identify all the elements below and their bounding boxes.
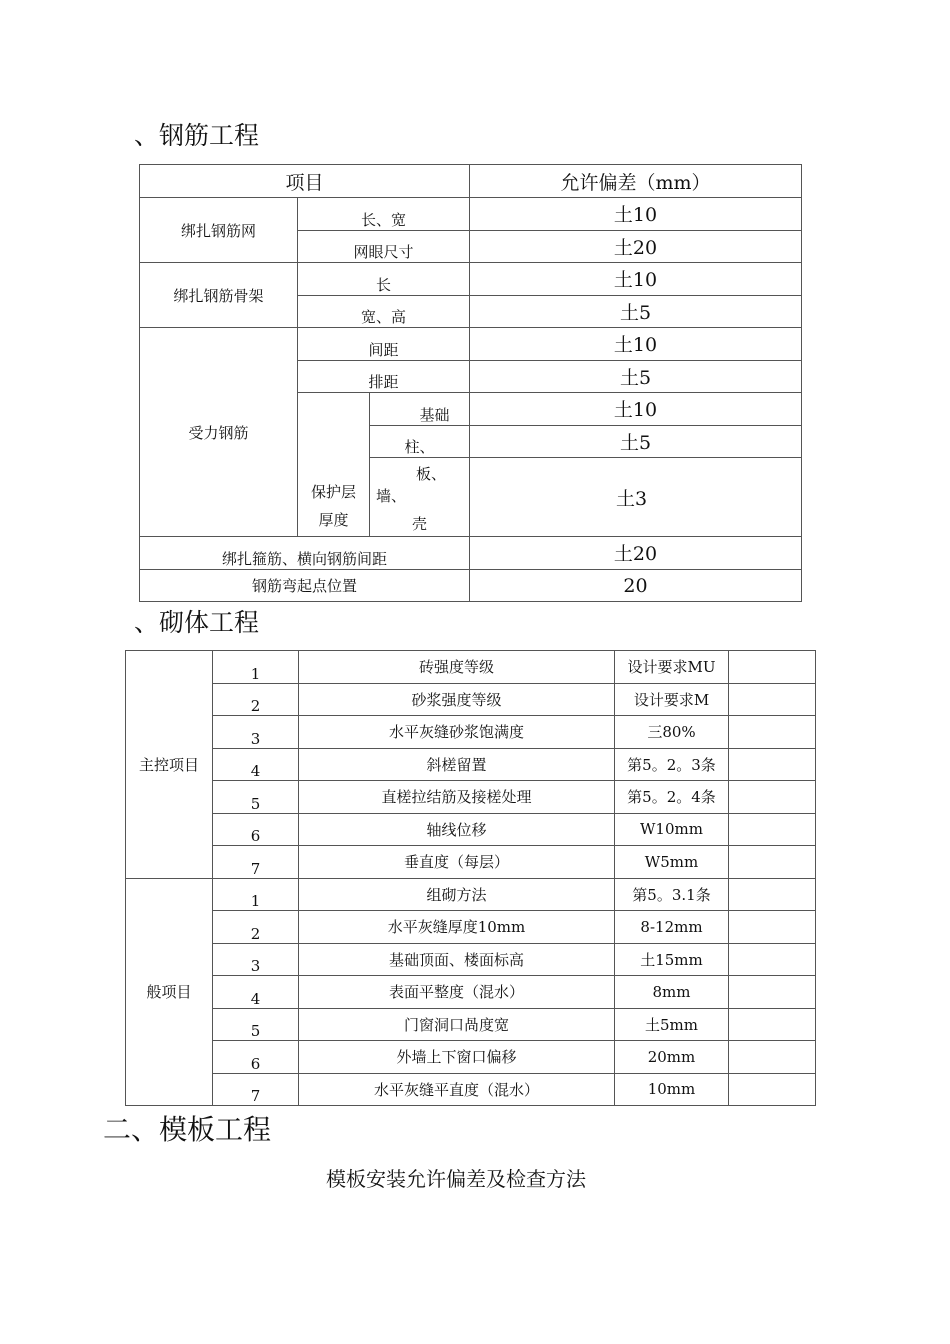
tolerance-cell: 土3: [470, 458, 802, 537]
row-blank: [729, 943, 816, 976]
cover-label-line1: 保护层: [310, 483, 356, 501]
row-item: 水平灰缝平直度（混水）: [299, 1073, 615, 1106]
row-item: 砂浆强度等级: [299, 683, 615, 716]
item-line1: 板、: [416, 465, 447, 483]
row-item: 斜槎留置: [299, 748, 615, 781]
row-blank: [729, 748, 816, 781]
tolerance-cell: 20: [470, 570, 802, 602]
row-number: 6: [213, 1041, 299, 1074]
cover-label-line2: 厚度: [318, 511, 349, 529]
row-value: W5mm: [615, 846, 729, 879]
item-cell: 钢筋弯起点位置: [140, 570, 470, 602]
group-force: 受力钢筋: [140, 328, 298, 537]
row-number: 7: [213, 1073, 299, 1106]
table-row: [126, 846, 816, 879]
item-cell: 网眼尺寸: [298, 231, 470, 263]
masonry-table: [125, 650, 816, 1106]
row-item: 直槎拉结筋及接槎处理: [299, 781, 615, 814]
row-blank: [729, 651, 816, 684]
row-number: 1: [213, 878, 299, 911]
row-value: 10mm: [615, 1073, 729, 1106]
row-value: 第5。2。3条: [615, 748, 729, 781]
table-row: [126, 1008, 816, 1041]
item-cell: 排距: [298, 361, 470, 393]
row-value: W10mm: [615, 813, 729, 846]
rebar-tolerance-table: [139, 164, 802, 602]
header-item: 项目: [140, 165, 470, 198]
table-row: [126, 976, 816, 1009]
tolerance-cell: 土5: [470, 361, 802, 393]
section-heading-masonry: 、砌体工程: [134, 608, 260, 637]
item-cell: 间距: [298, 328, 470, 361]
tolerance-cell: 土10: [470, 198, 802, 231]
tolerance-cell: 土10: [470, 393, 802, 426]
row-item: 组砌方法: [299, 878, 615, 911]
row-value: 设计要求MU: [615, 651, 729, 684]
row-number: 5: [213, 781, 299, 814]
table-row: [126, 943, 816, 976]
table-row: [126, 748, 816, 781]
general-group-label: 般项目: [126, 878, 213, 1106]
section-heading-rebar: 、钢筋工程: [134, 121, 260, 150]
row-blank: [729, 781, 816, 814]
group-mesh: 绑扎钢筋网: [140, 198, 298, 263]
tolerance-cell: 土10: [470, 328, 802, 361]
group-frame: 绑扎钢筋骨架: [140, 263, 298, 328]
row-blank: [729, 1073, 816, 1106]
row-number: 2: [213, 911, 299, 944]
row-number: 2: [213, 683, 299, 716]
row-blank: [729, 911, 816, 944]
section-heading-formwork: 二、模板工程: [103, 1113, 272, 1146]
row-blank: [729, 813, 816, 846]
item-cell: 绑扎箍筋、横向钢筋间距: [140, 537, 470, 570]
item-cell: 基础: [370, 393, 470, 426]
row-value: 设计要求M: [615, 683, 729, 716]
item-cell-multiline: [370, 458, 470, 537]
item-cell: 长、宽: [298, 198, 470, 231]
table-row: [126, 716, 816, 749]
tolerance-cell: 土5: [470, 426, 802, 458]
row-blank: [729, 846, 816, 879]
row-blank: [729, 1008, 816, 1041]
row-number: 3: [213, 716, 299, 749]
row-number: 7: [213, 846, 299, 879]
row-number: 4: [213, 976, 299, 1009]
table-row: [126, 1041, 816, 1074]
row-value: 8-12mm: [615, 911, 729, 944]
table-row: [126, 911, 816, 944]
row-item: 基础顶面、楼面标高: [299, 943, 615, 976]
row-item: 表面平整度（混水）: [299, 976, 615, 1009]
tolerance-cell: 土10: [470, 263, 802, 296]
row-number: 3: [213, 943, 299, 976]
item-line2: 墙、: [376, 487, 407, 505]
row-blank: [729, 878, 816, 911]
row-item: 门窗洞口咼度宽: [299, 1008, 615, 1041]
row-value: 20mm: [615, 1041, 729, 1074]
row-item: 外墙上下窗口偏移: [299, 1041, 615, 1074]
item-cell: 宽、高: [298, 296, 470, 328]
row-item: 砖强度等级: [299, 651, 615, 684]
row-value: 三80%: [615, 716, 729, 749]
formwork-subtitle: 模板安装允许偏差及检查方法: [326, 1167, 586, 1191]
table-row: [126, 683, 816, 716]
table-row: [126, 813, 816, 846]
table-row: [126, 651, 816, 684]
row-blank: [729, 683, 816, 716]
item-cell: 长: [298, 263, 470, 296]
tolerance-cell: 土20: [470, 537, 802, 570]
item-line3: 壳: [412, 515, 428, 533]
cover-thickness-label: [298, 393, 370, 537]
row-number: 4: [213, 748, 299, 781]
table-row: [126, 878, 816, 911]
row-blank: [729, 716, 816, 749]
header-tolerance: 允许偏差（mm）: [470, 165, 802, 198]
item-cell: 柱、: [370, 426, 470, 458]
row-value: 土15mm: [615, 943, 729, 976]
tolerance-cell: 土20: [470, 231, 802, 263]
row-blank: [729, 976, 816, 1009]
row-number: 5: [213, 1008, 299, 1041]
row-number: 6: [213, 813, 299, 846]
table-row: [126, 781, 816, 814]
row-value: 第5。3.1条: [615, 878, 729, 911]
row-item: 水平灰缝砂浆饱满度: [299, 716, 615, 749]
tolerance-cell: 土5: [470, 296, 802, 328]
row-item: 垂直度（每层）: [299, 846, 615, 879]
table-row: [126, 1073, 816, 1106]
row-blank: [729, 1041, 816, 1074]
row-value: 第5。2。4条: [615, 781, 729, 814]
row-item: 水平灰缝厚度10mm: [299, 911, 615, 944]
row-value: 土5mm: [615, 1008, 729, 1041]
row-value: 8mm: [615, 976, 729, 1009]
row-number: 1: [213, 651, 299, 684]
main-control-group-label: 主控项目: [126, 651, 213, 879]
row-item: 轴线位移: [299, 813, 615, 846]
